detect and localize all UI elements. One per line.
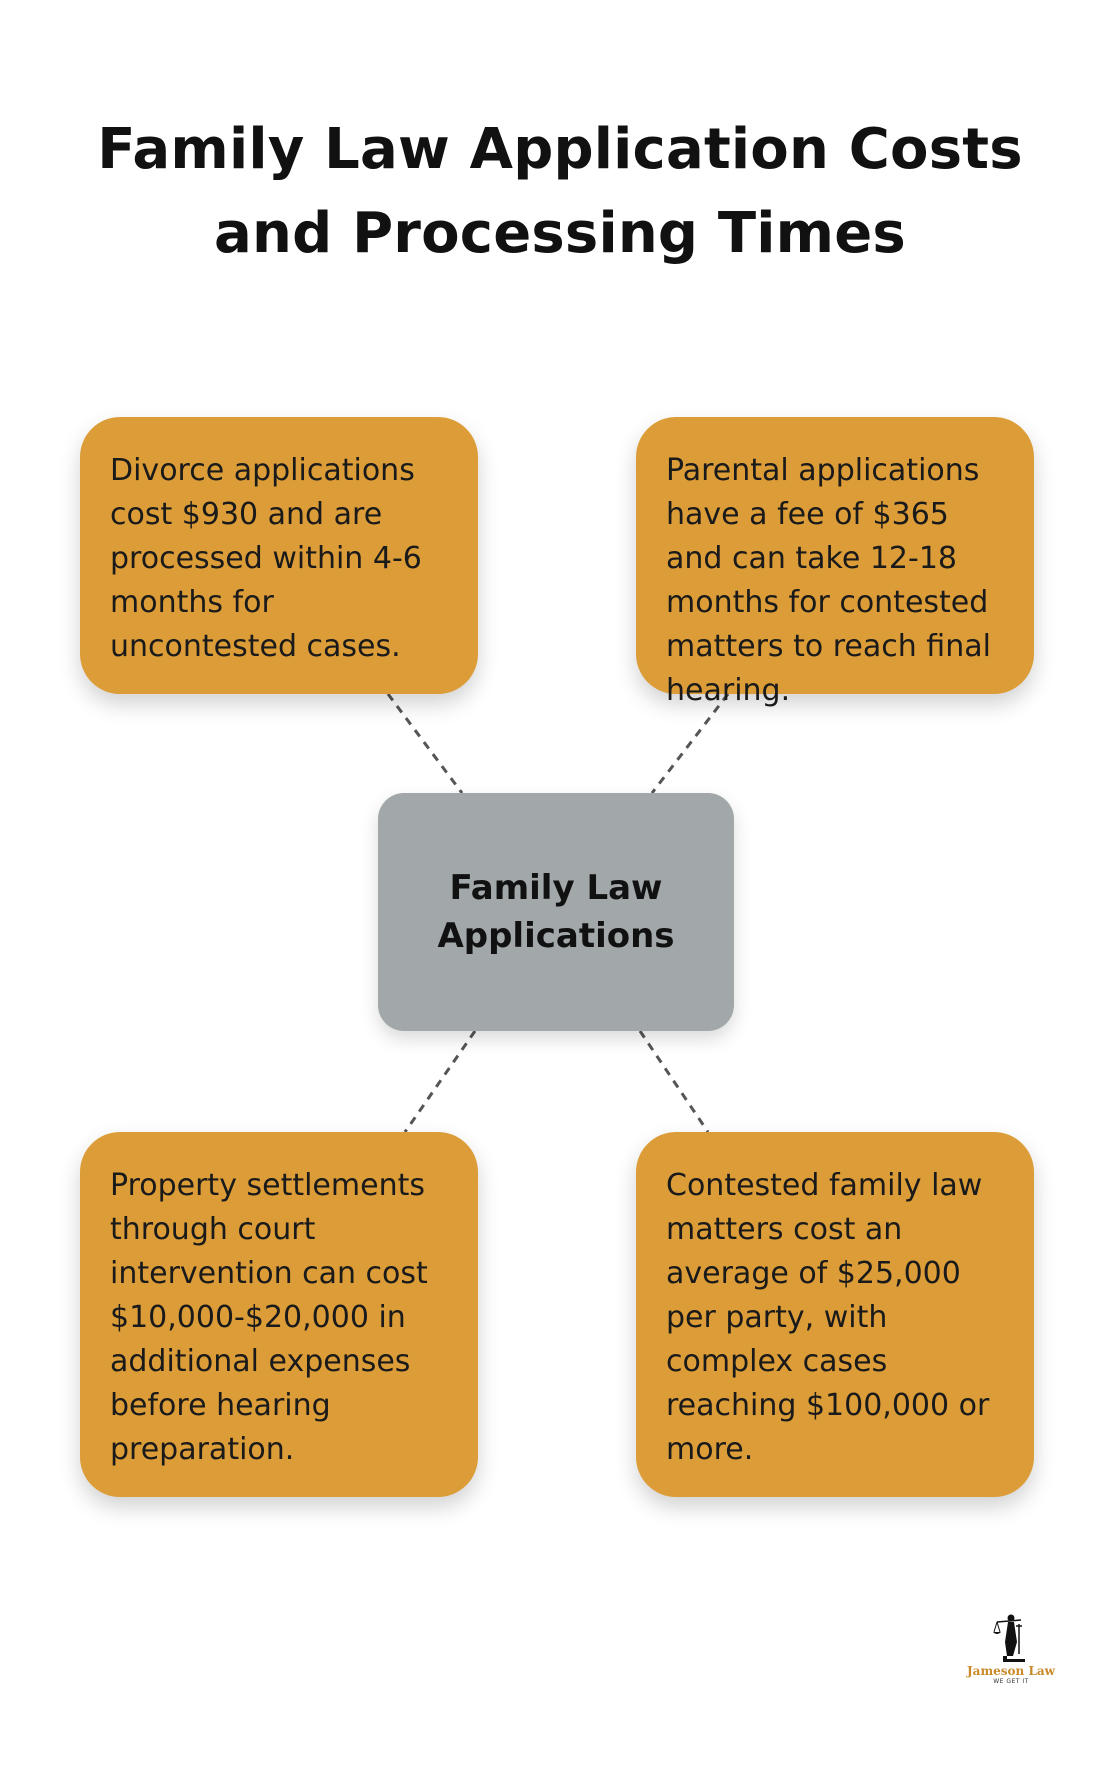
connector-top-left [388,694,462,793]
logo-tagline: WE GET IT [993,1678,1029,1685]
diagram-title: Family Law Application Costs and Processing Times [97,117,1023,266]
card-divorce-applications: Divorce applications cost $930 and are processed within 4-6 months for uncontested cases. [80,417,478,694]
card-parental-applications: Parental applications have a fee of $365 and can take 12-18 months for contested matters to reach final hearing. [636,417,1034,694]
lady-justice-icon [991,1612,1031,1664]
connector-bottom-right [640,1031,708,1132]
logo [966,1612,1056,1694]
center-label: Family Law Applications [437,868,675,956]
card-contested-matters: Contested family law matters cost an average of $25,000 per party, with complex cases reaching $100,000 or more. [636,1132,1034,1497]
logo-name: Jameson Law [967,1664,1055,1678]
card-property-settlements: Property settlements through court intervention can cost $10,000-$20,000 in additional expenses before hearing preparation. [80,1132,478,1497]
center-node [378,793,734,1031]
connector-bottom-left [405,1031,475,1132]
